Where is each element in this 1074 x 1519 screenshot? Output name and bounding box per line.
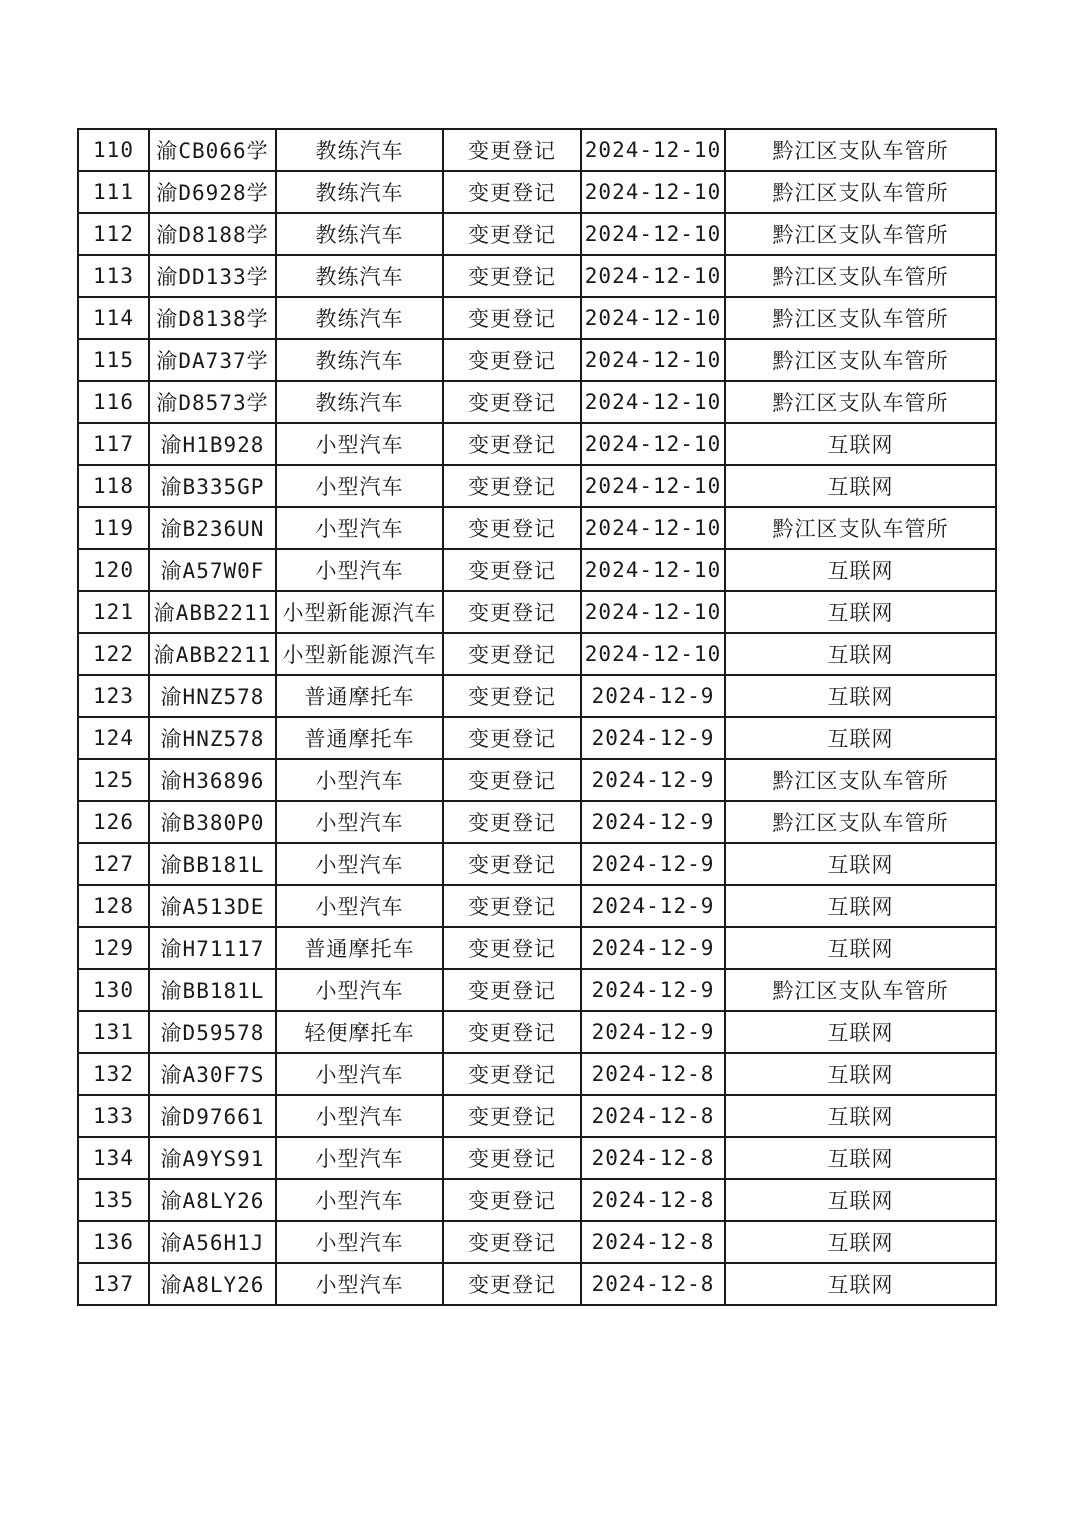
cell-business: 变更登记 bbox=[443, 1011, 581, 1053]
cell-plate: 渝D59578 bbox=[149, 1011, 276, 1053]
cell-business: 变更登记 bbox=[443, 633, 581, 675]
cell-date: 2024-12-10 bbox=[581, 549, 725, 591]
cell-no: 135 bbox=[78, 1179, 149, 1221]
cell-plate: 渝D6928学 bbox=[149, 171, 276, 213]
cell-no: 117 bbox=[78, 423, 149, 465]
cell-no: 121 bbox=[78, 591, 149, 633]
cell-office: 黔江区支队车管所 bbox=[725, 255, 996, 297]
cell-date: 2024-12-9 bbox=[581, 1011, 725, 1053]
cell-vehicle-type: 普通摩托车 bbox=[276, 717, 443, 759]
cell-date: 2024-12-9 bbox=[581, 843, 725, 885]
table-row bbox=[78, 213, 996, 255]
table-row bbox=[78, 927, 996, 969]
cell-date: 2024-12-10 bbox=[581, 423, 725, 465]
cell-vehicle-type: 小型新能源汽车 bbox=[276, 633, 443, 675]
cell-business: 变更登记 bbox=[443, 1221, 581, 1263]
cell-plate: 渝BB181L bbox=[149, 843, 276, 885]
cell-office: 互联网 bbox=[725, 465, 996, 507]
cell-no: 127 bbox=[78, 843, 149, 885]
table-row bbox=[78, 1053, 996, 1095]
cell-vehicle-type: 教练汽车 bbox=[276, 297, 443, 339]
cell-vehicle-type: 教练汽车 bbox=[276, 255, 443, 297]
cell-vehicle-type: 小型汽车 bbox=[276, 885, 443, 927]
cell-vehicle-type: 普通摩托车 bbox=[276, 927, 443, 969]
cell-plate: 渝A513DE bbox=[149, 885, 276, 927]
table-row bbox=[78, 759, 996, 801]
cell-business: 变更登记 bbox=[443, 591, 581, 633]
cell-no: 115 bbox=[78, 339, 149, 381]
table-row bbox=[78, 1263, 996, 1305]
cell-date: 2024-12-9 bbox=[581, 759, 725, 801]
cell-business: 变更登记 bbox=[443, 549, 581, 591]
cell-office: 黔江区支队车管所 bbox=[725, 381, 996, 423]
cell-business: 变更登记 bbox=[443, 255, 581, 297]
cell-plate: 渝H36896 bbox=[149, 759, 276, 801]
cell-office: 互联网 bbox=[725, 1221, 996, 1263]
table-row bbox=[78, 423, 996, 465]
cell-date: 2024-12-10 bbox=[581, 297, 725, 339]
cell-date: 2024-12-10 bbox=[581, 381, 725, 423]
cell-business: 变更登记 bbox=[443, 297, 581, 339]
table-row bbox=[78, 1179, 996, 1221]
table-row bbox=[78, 801, 996, 843]
table-row bbox=[78, 465, 996, 507]
cell-vehicle-type: 小型汽车 bbox=[276, 1137, 443, 1179]
cell-vehicle-type: 普通摩托车 bbox=[276, 675, 443, 717]
cell-no: 137 bbox=[78, 1263, 149, 1305]
table-row bbox=[78, 507, 996, 549]
table-row bbox=[78, 339, 996, 381]
cell-plate: 渝ABB2211 bbox=[149, 591, 276, 633]
cell-vehicle-type: 教练汽车 bbox=[276, 171, 443, 213]
cell-business: 变更登记 bbox=[443, 423, 581, 465]
cell-office: 黔江区支队车管所 bbox=[725, 171, 996, 213]
cell-date: 2024-12-8 bbox=[581, 1263, 725, 1305]
cell-vehicle-type: 教练汽车 bbox=[276, 129, 443, 171]
cell-office: 互联网 bbox=[725, 1011, 996, 1053]
cell-office: 黔江区支队车管所 bbox=[725, 759, 996, 801]
cell-vehicle-type: 小型汽车 bbox=[276, 1179, 443, 1221]
cell-no: 128 bbox=[78, 885, 149, 927]
cell-date: 2024-12-9 bbox=[581, 969, 725, 1011]
table-row bbox=[78, 885, 996, 927]
cell-no: 126 bbox=[78, 801, 149, 843]
cell-no: 114 bbox=[78, 297, 149, 339]
cell-no: 110 bbox=[78, 129, 149, 171]
table-body bbox=[78, 129, 996, 1305]
cell-business: 变更登记 bbox=[443, 885, 581, 927]
cell-vehicle-type: 小型汽车 bbox=[276, 1263, 443, 1305]
cell-business: 变更登记 bbox=[443, 129, 581, 171]
cell-date: 2024-12-9 bbox=[581, 801, 725, 843]
cell-business: 变更登记 bbox=[443, 927, 581, 969]
cell-business: 变更登记 bbox=[443, 717, 581, 759]
registration-table bbox=[77, 128, 997, 1306]
cell-business: 变更登记 bbox=[443, 507, 581, 549]
cell-no: 132 bbox=[78, 1053, 149, 1095]
cell-business: 变更登记 bbox=[443, 339, 581, 381]
cell-date: 2024-12-8 bbox=[581, 1095, 725, 1137]
cell-no: 112 bbox=[78, 213, 149, 255]
table-row bbox=[78, 675, 996, 717]
table-row bbox=[78, 1011, 996, 1053]
cell-vehicle-type: 小型汽车 bbox=[276, 843, 443, 885]
cell-office: 互联网 bbox=[725, 1263, 996, 1305]
cell-office: 互联网 bbox=[725, 675, 996, 717]
cell-vehicle-type: 教练汽车 bbox=[276, 381, 443, 423]
cell-business: 变更登记 bbox=[443, 1053, 581, 1095]
cell-office: 互联网 bbox=[725, 717, 996, 759]
cell-business: 变更登记 bbox=[443, 759, 581, 801]
table-row bbox=[78, 633, 996, 675]
cell-office: 黔江区支队车管所 bbox=[725, 969, 996, 1011]
cell-vehicle-type: 小型汽车 bbox=[276, 423, 443, 465]
cell-business: 变更登记 bbox=[443, 1137, 581, 1179]
cell-date: 2024-12-10 bbox=[581, 507, 725, 549]
table-row bbox=[78, 717, 996, 759]
cell-vehicle-type: 小型汽车 bbox=[276, 549, 443, 591]
table-row bbox=[78, 129, 996, 171]
cell-no: 113 bbox=[78, 255, 149, 297]
cell-date: 2024-12-8 bbox=[581, 1221, 725, 1263]
cell-date: 2024-12-10 bbox=[581, 171, 725, 213]
table-row bbox=[78, 381, 996, 423]
cell-date: 2024-12-8 bbox=[581, 1053, 725, 1095]
cell-date: 2024-12-9 bbox=[581, 885, 725, 927]
cell-business: 变更登记 bbox=[443, 465, 581, 507]
cell-no: 131 bbox=[78, 1011, 149, 1053]
cell-plate: 渝H71117 bbox=[149, 927, 276, 969]
cell-office: 黔江区支队车管所 bbox=[725, 213, 996, 255]
cell-no: 125 bbox=[78, 759, 149, 801]
cell-office: 黔江区支队车管所 bbox=[725, 339, 996, 381]
cell-office: 黔江区支队车管所 bbox=[725, 129, 996, 171]
cell-plate: 渝ABB2211 bbox=[149, 633, 276, 675]
cell-office: 互联网 bbox=[725, 1179, 996, 1221]
cell-no: 133 bbox=[78, 1095, 149, 1137]
cell-date: 2024-12-9 bbox=[581, 675, 725, 717]
table-row bbox=[78, 1137, 996, 1179]
cell-plate: 渝H1B928 bbox=[149, 423, 276, 465]
cell-no: 119 bbox=[78, 507, 149, 549]
cell-business: 变更登记 bbox=[443, 381, 581, 423]
table-row bbox=[78, 549, 996, 591]
cell-plate: 渝A30F7S bbox=[149, 1053, 276, 1095]
cell-business: 变更登记 bbox=[443, 1263, 581, 1305]
cell-office: 互联网 bbox=[725, 591, 996, 633]
table-row bbox=[78, 297, 996, 339]
cell-vehicle-type: 小型汽车 bbox=[276, 465, 443, 507]
cell-date: 2024-12-10 bbox=[581, 591, 725, 633]
table-row bbox=[78, 969, 996, 1011]
cell-no: 129 bbox=[78, 927, 149, 969]
cell-vehicle-type: 小型汽车 bbox=[276, 759, 443, 801]
cell-plate: 渝A9YS91 bbox=[149, 1137, 276, 1179]
cell-no: 122 bbox=[78, 633, 149, 675]
cell-plate: 渝HNZ578 bbox=[149, 717, 276, 759]
table-row bbox=[78, 843, 996, 885]
cell-no: 118 bbox=[78, 465, 149, 507]
cell-date: 2024-12-10 bbox=[581, 129, 725, 171]
cell-office: 互联网 bbox=[725, 843, 996, 885]
cell-plate: 渝DD133学 bbox=[149, 255, 276, 297]
cell-business: 变更登记 bbox=[443, 1095, 581, 1137]
cell-date: 2024-12-10 bbox=[581, 465, 725, 507]
cell-no: 123 bbox=[78, 675, 149, 717]
cell-business: 变更登记 bbox=[443, 843, 581, 885]
cell-office: 黔江区支队车管所 bbox=[725, 297, 996, 339]
cell-date: 2024-12-8 bbox=[581, 1137, 725, 1179]
cell-plate: 渝D8138学 bbox=[149, 297, 276, 339]
cell-plate: 渝D8188学 bbox=[149, 213, 276, 255]
cell-plate: 渝A8LY26 bbox=[149, 1263, 276, 1305]
cell-plate: 渝BB181L bbox=[149, 969, 276, 1011]
cell-plate: 渝HNZ578 bbox=[149, 675, 276, 717]
cell-office: 互联网 bbox=[725, 885, 996, 927]
cell-plate: 渝B380P0 bbox=[149, 801, 276, 843]
cell-business: 变更登记 bbox=[443, 969, 581, 1011]
cell-date: 2024-12-10 bbox=[581, 255, 725, 297]
cell-vehicle-type: 小型汽车 bbox=[276, 969, 443, 1011]
table-row bbox=[78, 1095, 996, 1137]
cell-plate: 渝A8LY26 bbox=[149, 1179, 276, 1221]
cell-vehicle-type: 教练汽车 bbox=[276, 213, 443, 255]
cell-office: 互联网 bbox=[725, 423, 996, 465]
cell-no: 134 bbox=[78, 1137, 149, 1179]
cell-plate: 渝B335GP bbox=[149, 465, 276, 507]
cell-no: 124 bbox=[78, 717, 149, 759]
cell-business: 变更登记 bbox=[443, 213, 581, 255]
cell-vehicle-type: 教练汽车 bbox=[276, 339, 443, 381]
cell-vehicle-type: 小型新能源汽车 bbox=[276, 591, 443, 633]
cell-plate: 渝D97661 bbox=[149, 1095, 276, 1137]
cell-no: 120 bbox=[78, 549, 149, 591]
table-row bbox=[78, 1221, 996, 1263]
cell-date: 2024-12-9 bbox=[581, 927, 725, 969]
cell-vehicle-type: 小型汽车 bbox=[276, 507, 443, 549]
cell-date: 2024-12-10 bbox=[581, 339, 725, 381]
cell-vehicle-type: 小型汽车 bbox=[276, 1095, 443, 1137]
cell-no: 111 bbox=[78, 171, 149, 213]
cell-vehicle-type: 小型汽车 bbox=[276, 1221, 443, 1263]
cell-no: 130 bbox=[78, 969, 149, 1011]
cell-plate: 渝D8573学 bbox=[149, 381, 276, 423]
cell-office: 互联网 bbox=[725, 633, 996, 675]
cell-date: 2024-12-10 bbox=[581, 213, 725, 255]
cell-no: 116 bbox=[78, 381, 149, 423]
cell-plate: 渝CB066学 bbox=[149, 129, 276, 171]
table-row bbox=[78, 591, 996, 633]
cell-business: 变更登记 bbox=[443, 171, 581, 213]
cell-no: 136 bbox=[78, 1221, 149, 1263]
cell-office: 互联网 bbox=[725, 549, 996, 591]
cell-office: 黔江区支队车管所 bbox=[725, 801, 996, 843]
cell-plate: 渝A57W0F bbox=[149, 549, 276, 591]
cell-office: 互联网 bbox=[725, 1053, 996, 1095]
cell-plate: 渝DA737学 bbox=[149, 339, 276, 381]
cell-plate: 渝A56H1J bbox=[149, 1221, 276, 1263]
cell-vehicle-type: 小型汽车 bbox=[276, 801, 443, 843]
cell-vehicle-type: 小型汽车 bbox=[276, 1053, 443, 1095]
cell-office: 互联网 bbox=[725, 1095, 996, 1137]
cell-date: 2024-12-9 bbox=[581, 717, 725, 759]
cell-business: 变更登记 bbox=[443, 801, 581, 843]
cell-business: 变更登记 bbox=[443, 675, 581, 717]
cell-office: 黔江区支队车管所 bbox=[725, 507, 996, 549]
table-row bbox=[78, 255, 996, 297]
table-row bbox=[78, 171, 996, 213]
cell-vehicle-type: 轻便摩托车 bbox=[276, 1011, 443, 1053]
cell-plate: 渝B236UN bbox=[149, 507, 276, 549]
cell-date: 2024-12-8 bbox=[581, 1179, 725, 1221]
cell-office: 互联网 bbox=[725, 927, 996, 969]
cell-date: 2024-12-10 bbox=[581, 633, 725, 675]
cell-office: 互联网 bbox=[725, 1137, 996, 1179]
cell-business: 变更登记 bbox=[443, 1179, 581, 1221]
